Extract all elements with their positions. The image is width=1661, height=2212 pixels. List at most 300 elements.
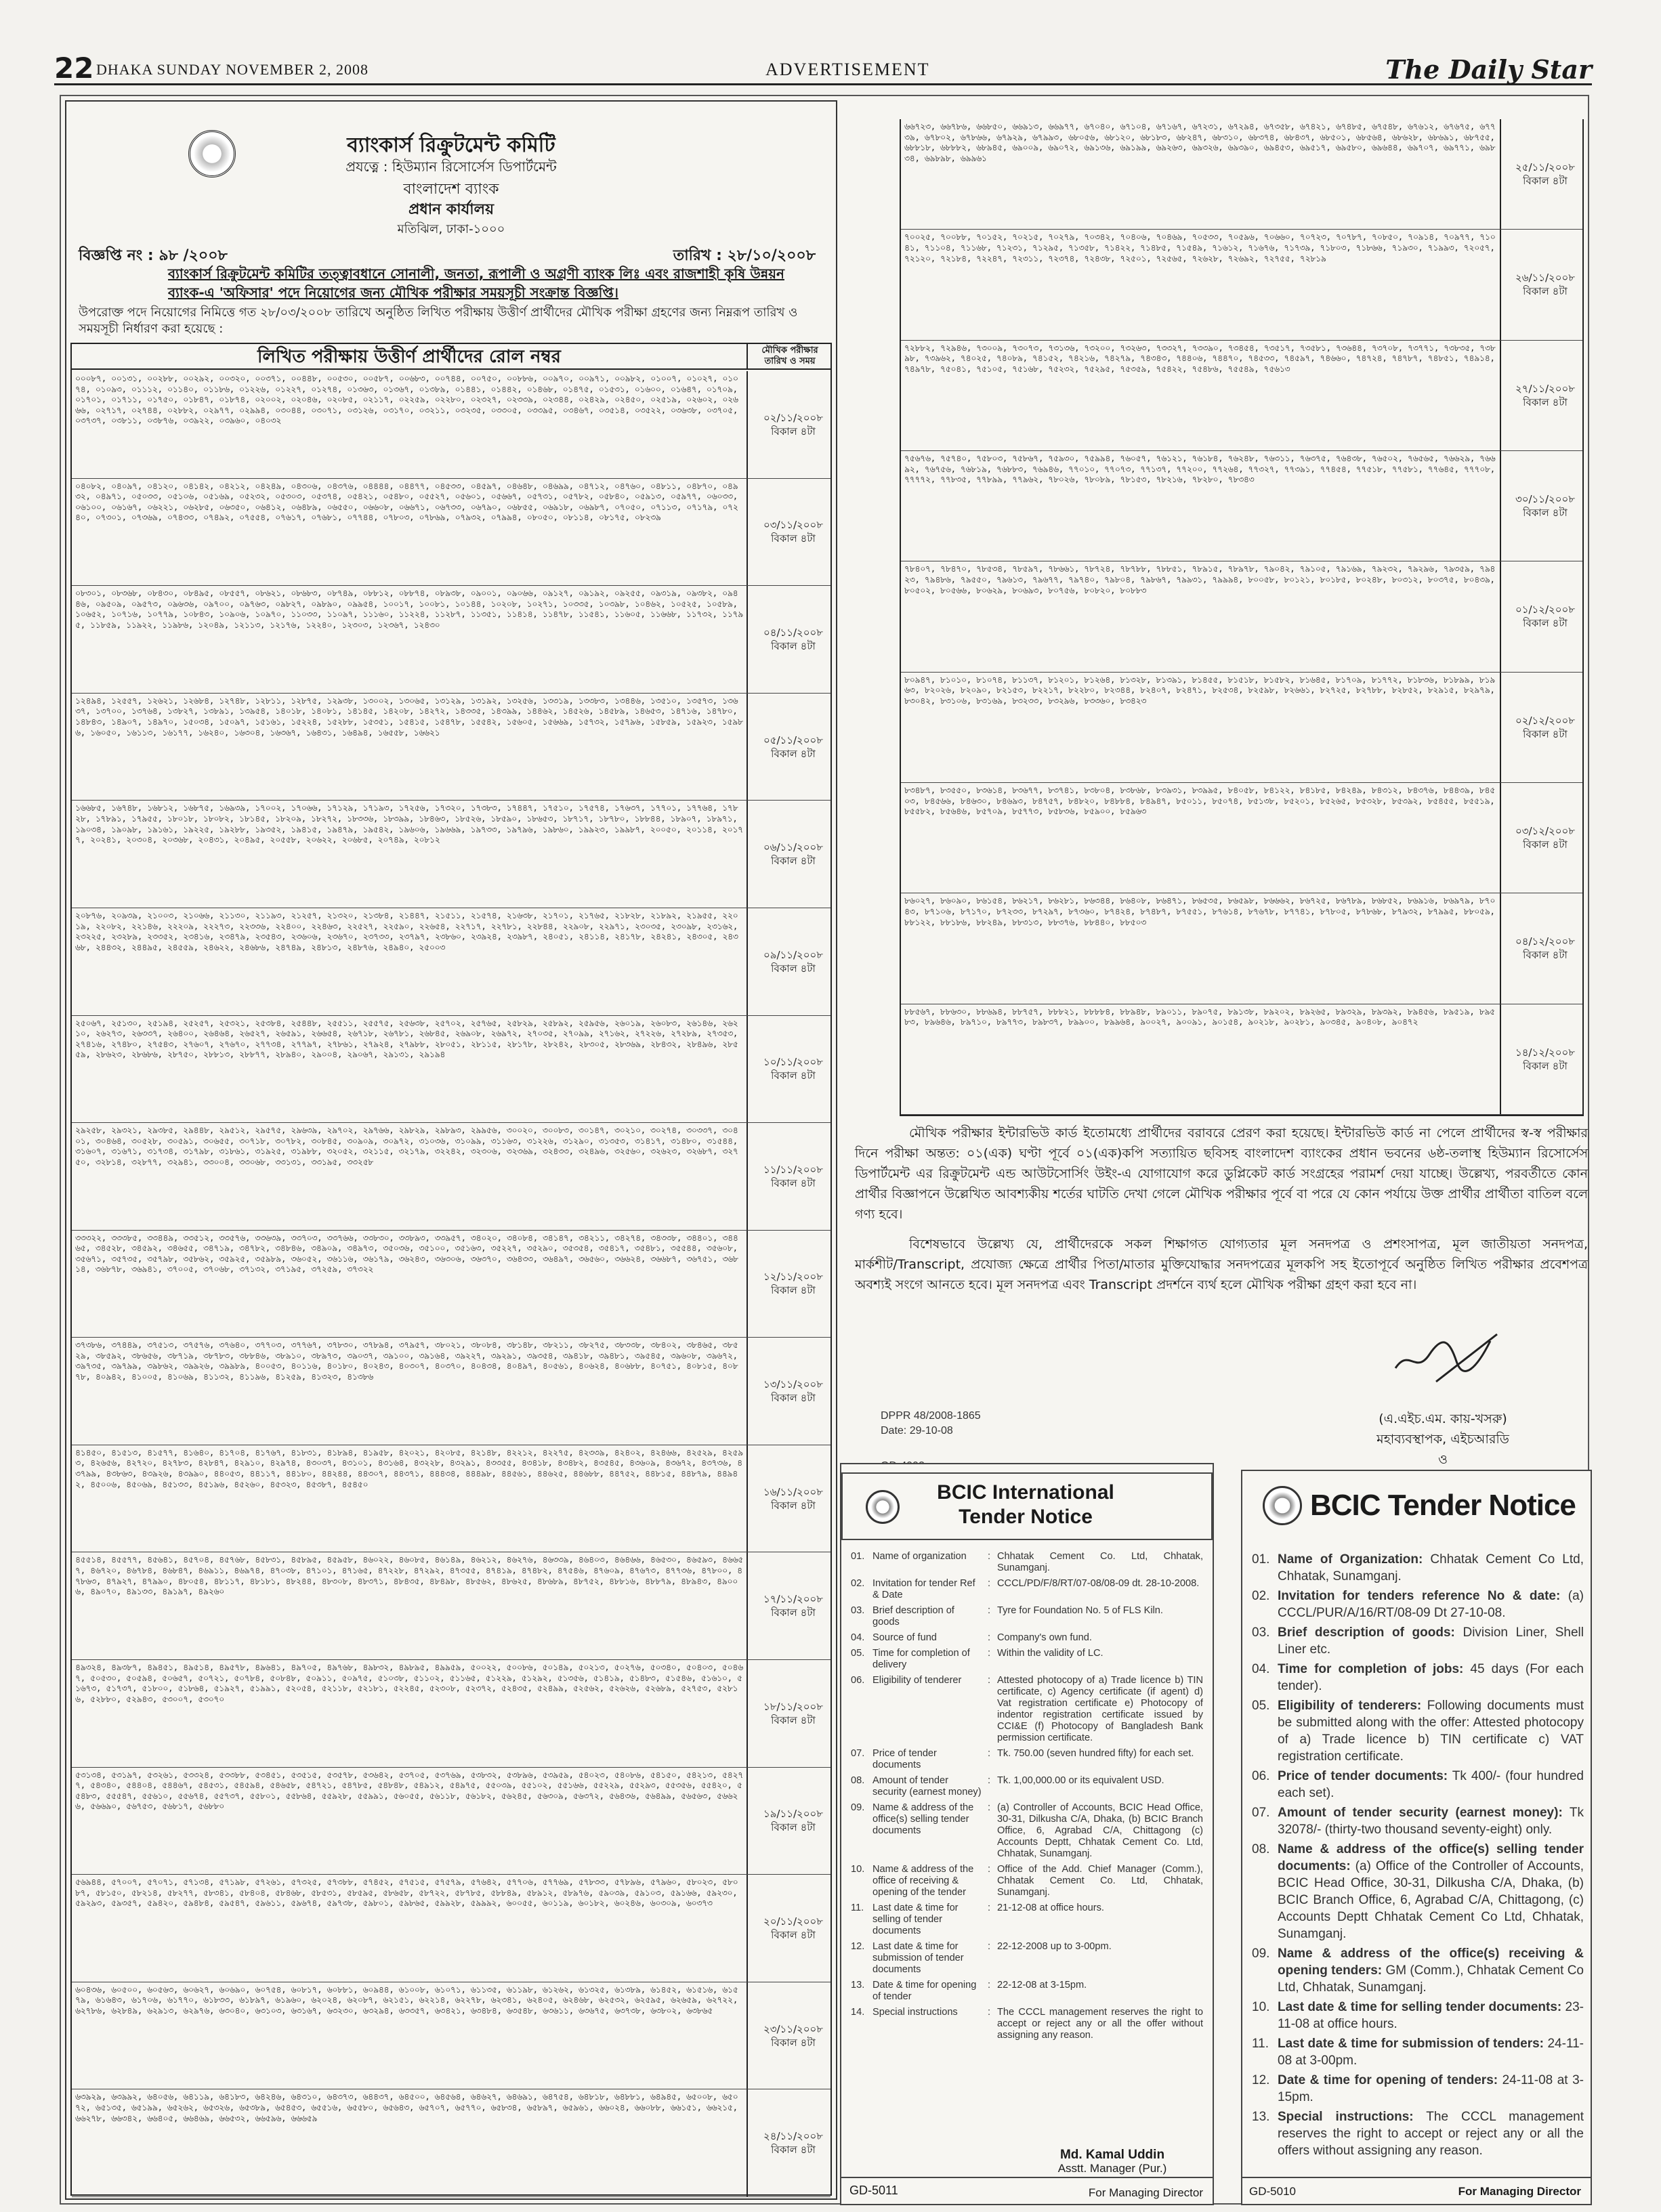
table-row <box>901 673 1582 783</box>
interview-schedule <box>1508 271 1582 298</box>
table-row <box>72 1016 830 1124</box>
table-row <box>72 1338 830 1445</box>
tender2-items <box>1252 1551 1584 2162</box>
table-row <box>72 586 830 694</box>
signature-icon <box>1389 1321 1511 1388</box>
tender-item-text <box>1278 1697 1584 1765</box>
tender-item <box>851 1980 1203 2003</box>
tender-item-value: 23-11-08 at office hours. <box>1278 2000 1584 2031</box>
page-number: 22 <box>54 51 94 85</box>
tender-item-no: 10. <box>1252 2000 1270 2014</box>
notice-intro: উপরোক্ত পদে নিয়োগের নিমিত্তে গত ২৮/০৩/২০০৮ তারিখে অনুষ্ঠিত লিখিত পরীক্ষায় উত্তীর্ণ প্রার্থীদের মৌখিক পরীক্ষা গ্রহণের জন্য নিম্নরূপ তারিখ ও সময়সূচী নির্ধারণ করা হয়েছে : <box>79 305 798 336</box>
tender-item-no: 03. <box>1252 1625 1270 1640</box>
tender-item-separator: : <box>988 1864 991 1875</box>
bank-name: বাংলাদেশ ব্যাংক <box>403 181 499 198</box>
tender-item-no: 05. <box>851 1648 865 1659</box>
interview-time: বিকাল ৪টা <box>771 425 816 438</box>
interview-date: ১৭/১১/২০০৮ <box>763 1593 824 1606</box>
tender-item-value: CCCL/PD/F/8/RT/07-08/08-09 dt. 28-10-2008. <box>997 1578 1200 1589</box>
bcic-international-tender <box>840 1463 1214 2205</box>
tender-item <box>1252 2072 1584 2106</box>
tender-item-value: Attested photocopy of a) Trade licence b) TIN certificate, c) Agency certificate (if agent) d) Vat registration certificate e) Photocopy of indentor registration certificate issued by CCI&E (f) Photocopy of Bangladesh Bank permission certificate. <box>997 1675 1203 1743</box>
interview-time: বিকাল ৪টা <box>771 1069 816 1082</box>
tender-item-label: Last date & time for submission of tender documents <box>872 1941 964 1975</box>
roll-numbers: ৪৫৫১৪, ৪৫৫৭৭, ৪৫৬৪১, ৪৫৭০৪, ৪৫৭৬৮, ৪৫৮৩১, ৪৫৮৯৫, ৪৫৯৫৮, ৪৬০২২, ৪৬০৮৫, ৪৬১৪৯, ৪৬২১২, ৪৬২৭৬, ৪৬৩৩৯, ৪৬৪০৩, ৪৬৪৬৬, ৪৬৫৩০, ৪৬৫৯৩, ৪৬৬৫৭, ৪৬৭২০, ৪৬৭৮৪, ৪৬৮৪৭, ৪৬৯১১, ৪৬৯৭৪, ৪৭০৩৮, ৪৭১০১, ৪৭১৬৫, ৪৭২২৮, ৪৭২৯২, ৪৭৩৫৫, ৪৭৪১৯, ৪৭৪৮২, ৪৭৫৪৬, ৪৭৬০৯, ৪৭৬৭৩, ৪৭৭৩৬, ৪৭৮০০, ৪৭৮৬৩, ৪৭৯২৭, ৪৭৯৯০, ৪৮০৫৪, ৪৮১১৭, ৪৮১৮১, ৪৮২৪৪, ৪৮৩০৮, ৪৮৩৭১, ৪৮৪৩৫, ৪৮৪৯৮, ৪৮৫৬২, ৪৮৬২৫, ৪৮৬৮৯, ৪৮৭৫২, ৪৮৮১৬, ৪৮৮৭৯, ৪৮৯৪৩, ৪৯০০৬, ৪৯০৭০, ৪৯১৩৩, ৪৯১৯৭, ৪৯২৬০ <box>72 1552 748 1659</box>
tender-item-label: Price of tender documents <box>872 1748 937 1770</box>
table-row <box>72 801 830 908</box>
interview-schedule <box>756 841 830 868</box>
tender-item-value: Within the validity of LC. <box>997 1648 1103 1659</box>
tender-item-value: The CCCL management reserves the right to accept or reject any or all the offer without assigning any reason. <box>997 2007 1203 2041</box>
roll-numbers: ৮৬০২৭, ৮৬০৯০, ৮৬১৫৪, ৮৬২১৭, ৮৬২৮১, ৮৬৩৪৪, ৮৬৪০৮, ৮৬৪৭১, ৮৬৫৩৫, ৮৬৫৯৮, ৮৬৬৬২, ৮৬৭২৫, ৮৬৭৮৯, ৮৬৮৫২, ৮৬৯১৬, ৮৬৯৭৯, ৮৭০৪৩, ৮৭১০৬, ৮৭১৭০, ৮৭২৩৩, ৮৭২৯৭, ৮৭৩৬০, ৮৭৪২৪, ৮৭৪৮৭, ৮৭৫৫১, ৮৭৬১৪, ৮৭৬৭৮, ৮৭৭৪১, ৮৭৮০৫, ৮৭৮৬৮, ৮৭৯৩২, ৮৭৯৯৫, ৮৮০৫৯, ৮৮১২২, ৮৮১৮৬, ৮৮২৪৯, ৮৮৩১৩, ৮৮৩৭৬, ৮৮৪৪০, ৮৮৫০৩ <box>901 893 1501 1003</box>
roll-numbers: ২৯২৫৮, ২৯৩২১, ২৯৩৮৫, ২৯৪৪৮, ২৯৫১২, ২৯৫৭৫, ২৯৬৩৯, ২৯৭০২, ২৯৭৬৬, ২৯৮২৯, ২৯৮৯৩, ২৯৯৫৬, ৩০০২০, ৩০০৮৩, ৩০১৪৭, ৩০২১০, ৩০২৭৪, ৩০৩৩৭, ৩০৪০১, ৩০৪৬৪, ৩০৫২৮, ৩০৫৯১, ৩০৬৫৫, ৩০৭১৮, ৩০৭৮২, ৩০৮৪৫, ৩০৯০৯, ৩০৯৭২, ৩১০৩৬, ৩১০৯৯, ৩১১৬৩, ৩১২২৬, ৩১২৯০, ৩১৩৫৩, ৩১৪১৭, ৩১৪৮০, ৩১৫৪৪, ৩১৬০৭, ৩১৬৭১, ৩১৭৩৪, ৩১৭৯৮, ৩১৮৬১, ৩১৯২৫, ৩১৯৮৮, ৩২০৫২, ৩২১১৫, ৩২১৭৯, ৩২২৪২, ৩২৩০৬, ৩২৩৬৯, ৩২৪৩৩, ৩২৪৯৬, ৩২৫৬০, ৩২৬২৩, ৩২৬৮৭, ৩২৭৫০, ৩২৮১৪, ৩২৮৭৭, ৩২৯৪১, ৩৩০০৪, ৩৩০৬৮, ৩৩১৩১, ৩৩১৯৫, ৩৩২৫৮ <box>72 1123 748 1230</box>
roll-numbers: ৭২৮৮২, ৭২৯৪৬, ৭৩০০৯, ৭৩০৭৩, ৭৩১৩৬, ৭৩২০০, ৭৩২৬৩, ৭৩৩২৭, ৭৩৩৯০, ৭৩৪৫৪, ৭৩৫১৭, ৭৩৫৮১, ৭৩৬৪৪, ৭৩৭০৮, ৭৩৭৭১, ৭৩৮৩৫, ৭৩৮৯৮, ৭৩৯৬২, ৭৪০২৫, ৭৪০৮৯, ৭৪১৫২, ৭৪২১৬, ৭৪২৭৯, ৭৪৩৪৩, ৭৪৪০৬, ৭৪৪৭০, ৭৪৫৩৩, ৭৪৫৯৭, ৭৪৬৬০, ৭৪৭২৪, ৭৪৭৮৭, ৭৪৮৫১, ৭৪৯১৪, ৭৪৯৭৮, ৭৫০৪১, ৭৫১০৫, ৭৫১৬৮, ৭৫২৩২, ৭৫২৯৫, ৭৫৩৫৯, ৭৫৪২২, ৭৫৪৮৬, ৭৫৫৪৯, ৭৫৬১৩ <box>901 341 1501 450</box>
tender-item-no: 13. <box>851 1980 865 1991</box>
tender-item-no: 08. <box>1252 1842 1270 1856</box>
tender-item-value: 24-11-08 at 3-15pm. <box>1278 2073 1584 2104</box>
tender1-items <box>851 1551 1203 2045</box>
memo-number: বিজ্ঞপ্তি নং : ৯৮ /২০০৮ <box>79 247 228 264</box>
tender-item <box>851 1551 1203 1574</box>
tender-item-text <box>1278 1588 1584 1621</box>
roll-numbers: ০৪০৮২, ০৪০৯৭, ০৪১২০, ০৪১৪২, ০৪২১২, ০৪২৪৯, ০৪৩০৬, ০৪৩৭৬, ০৪৪৪৪, ০৪৪৭৭, ০৪৫৩৩, ০৪৫৯৭, ০৪৬৪৮, ০৪৬৯৯, ০৪৭১২, ০৪৭৬০, ০৪৮১১, ০৪৮৭০, ০৪৯৩২, ০৪৯৭১, ০৫০৩৩, ০৫১০৬, ০৫১৬৯, ০৫২৩২, ০৫৩০৩, ০৫৩৭৪, ০৫৪২১, ০৫৪৮০, ০৫৫২৭, ০৫৬০১, ০৫৬৬৭, ০৫৭৩১, ০৫৭৮২, ০৫৮৪০, ০৫৯১৩, ০৫৯৭৭, ০৬০৩৩, ০৬১০০, ০৬১৬৭, ০৬২২১, ০৬২৮৫, ০৬৩৫০, ০৬৪১২, ০৬৪৮৯, ০৬৫৫০, ০৬৬০৮, ০৬৬৭১, ০৬৭৩৩, ০৬৭৯০, ০৬৮৫৫, ০৬৯১৮, ০৬৯৮৭, ০৭০৫০, ০৭১১৩, ০৭১৭৯, ০৭২৪০, ০৭৩০১, ০৭৩৬৯, ০৭৪৩৩, ০৭৪৯২, ০৭৫৫৪, ০৭৬১৭, ০৭৬৮১, ০৭৭৪৪, ০৭৮০৩, ০৭৮৬৯, ০৭৯৩২, ০৭৯৯৪, ০৮০৫০, ০৮১১৪, ০৮১৭৫, ০৮২৩৯ <box>72 479 748 586</box>
tender2-gd: GD-5010 <box>1249 2185 1296 2198</box>
roll-numbers: ৭৮৪০৭, ৭৮৪৭০, ৭৮৫৩৪, ৭৮৫৯৭, ৭৮৬৬১, ৭৮৭২৪, ৭৮৭৮৮, ৭৮৮৫১, ৭৮৯১৫, ৭৮৯৭৮, ৭৯০৪২, ৭৯১০৫, ৭৯১৬৯, ৭৯২৩২, ৭৯২৯৬, ৭৯৩৫৯, ৭৯৪২৩, ৭৯৪৮৬, ৭৯৫৫০, ৭৯৬১৩, ৭৯৬৭৭, ৭৯৭৪০, ৭৯৮০৪, ৭৯৮৬৭, ৭৯৯৩১, ৭৯৯৯৪, ৮০০৫৮, ৮০১২১, ৮০১৮৫, ৮০২৪৮, ৮০৩১২, ৮০৩৭৫, ৮০৪৩৯, ৮০৫০২, ৮০৫৬৬, ৮০৬২৯, ৮০৬৯৩, ৮০৭৫৬, ৮০৮২০, ৮০৮৮৩ <box>901 561 1501 671</box>
table-row <box>901 341 1582 451</box>
tender-item-no: 12. <box>851 1941 865 1952</box>
tender-item-separator: : <box>988 1802 991 1813</box>
interview-schedule <box>1508 492 1582 519</box>
interview-time: বিকাল ৪টা <box>771 1607 816 1619</box>
tender-item-label: Name of organization <box>872 1551 967 1562</box>
tender-item <box>1252 1945 1584 1996</box>
interview-schedule <box>756 948 830 975</box>
interview-time: বিকাল ৪টা <box>1523 396 1568 408</box>
tender-item-value: Chhatak Cement Co. Ltd, Chhatak, Sunamganj. <box>997 1551 1203 1573</box>
roll-numbers: ৩৭৩৮৬, ৩৭৪৪৯, ৩৭৫১৩, ৩৭৫৭৬, ৩৭৬৪০, ৩৭৭০৩, ৩৭৭৬৭, ৩৭৮৩০, ৩৭৮৯৪, ৩৭৯৫৭, ৩৮০২১, ৩৮০৮৪, ৩৮১৪৮, ৩৮২১১, ৩৮২৭৫, ৩৮৩৩৮, ৩৮৪০২, ৩৮৪৬৫, ৩৮৫২৯, ৩৮৫৯২, ৩৮৬৫৬, ৩৮৭১৯, ৩৮৭৮৩, ৩৮৮৪৬, ৩৮৯১০, ৩৮৯৭৩, ৩৯০৩৭, ৩৯১০০, ৩৯১৬৪, ৩৯২২৭, ৩৯২৯১, ৩৯৩৫৪, ৩৯৪১৮, ৩৯৪৮১, ৩৯৫৪৫, ৩৯৬০৮, ৩৯৬৭২, ৩৯৭৩৫, ৩৯৭৯৯, ৩৯৮৬২, ৩৯৯২৬, ৩৯৯৮৯, ৪০০৫৩, ৪০১১৬, ৪০১৮০, ৪০২৪৩, ৪০৩০৭, ৪০৩৭০, ৪০৪৩৪, ৪০৪৯৭, ৪০৫৬১, ৪০৬২৪, ৪০৬৮৮, ৪০৭৫১, ৪০৮১৫, ৪০৮৭৮, ৪০৯৪২, ৪১০০৫, ৪১০৬৯, ৪১১৩২, ৪১১৯৬, ৪১২৫৯, ৪১৩২৩, ৪১৩৮৬ <box>72 1338 748 1445</box>
table-row <box>72 1445 830 1553</box>
tender-item-text <box>1278 1804 1584 1838</box>
interview-time: বিকাল ৪টা <box>771 2036 816 2049</box>
tender-item-label: Invitation for tender Ref & Date <box>872 1578 975 1600</box>
interview-time: বিকাল ৪টা <box>771 2144 816 2156</box>
roll-numbers: ১৬৬৮৫, ১৬৭৪৮, ১৬৮১২, ১৬৮৭৫, ১৬৯৩৯, ১৭০০২, ১৭০৬৬, ১৭১২৯, ১৭১৯৩, ১৭২৫৬, ১৭৩২০, ১৭৩৮৩, ১৭৪৪৭, ১৭৫১০, ১৭৫৭৪, ১৭৬৩৭, ১৭৭০১, ১৭৭৬৪, ১৭৮২৮, ১৭৮৯১, ১৭৯৫৫, ১৮০১৮, ১৮০৮২, ১৮১৪৫, ১৮২০৯, ১৮২৭২, ১৮৩৩৬, ১৮৩৯৯, ১৮৪৬৩, ১৮৫২৬, ১৮৫৯০, ১৮৬৫৩, ১৮৭১৭, ১৮৭৮০, ১৮৮৪৪, ১৮৯০৭, ১৮৯৭১, ১৯০৩৪, ১৯০৯৮, ১৯১৬১, ১৯২২৫, ১৯২৮৮, ১৯৩৫২, ১৯৪১৫, ১৯৪৭৯, ১৯৫৪২, ১৯৬০৬, ১৯৬৬৯, ১৯৭৩৩, ১৯৭৯৬, ১৯৮৬০, ১৯৯২৩, ১৯৯৮৭, ২০০৫০, ২০১১৪, ২০১৭৭, ২০২৪১, ২০৩০৪, ২০৩৬৮, ২০৪৩১, ২০৪৯৫, ২০৫৫৮, ২০৬২২, ২০৬৮৫, ২০৭৪৯, ২০৮১২ <box>72 801 748 908</box>
tender-item-no: 14. <box>851 2007 865 2018</box>
interview-date: ২৭/১১/২০০৮ <box>1515 382 1576 395</box>
tender-item-value: 22-12-2008 up to 3-00pm. <box>997 1941 1112 1952</box>
interview-schedule <box>756 1270 830 1297</box>
interview-date: ১৩/১১/২০০৮ <box>763 1378 824 1391</box>
tender-item <box>1252 2035 1584 2069</box>
tender-item-value: Chhatak Cement Co Ltd, Chhatak, Sunamganj. <box>1278 1552 1584 1583</box>
table-row <box>72 1231 830 1338</box>
tender-item-text <box>1278 2035 1584 2069</box>
tender-item <box>1252 1841 1584 1942</box>
tender-item-no: 09. <box>1252 1947 1270 1961</box>
tender-item-separator: : <box>988 1941 991 1952</box>
tender-item-no: 07. <box>1252 1806 1270 1820</box>
interview-date: ০২/১১/২০০৮ <box>763 411 824 424</box>
tender-item <box>1252 1768 1584 1802</box>
roll-numbers: ০০০৮৭, ০০১৩১, ০০২৮৮, ০০২৯২, ০০৩২০, ০০৩৭১, ০০৪৪৮, ০০৫৩০, ০০৫৮৭, ০০৬৮৩, ০০৭৪৪, ০০৭৫০, ০০৮৮৬, ০০৯৭০, ০০৯৭১, ০০৯৮২, ০১০০৭, ০১০২৭, ০১০৭৪, ০১০৯৩, ০১১১২, ০১১৪০, ০১১৮৬, ০১২২৬, ০১২২৭, ০১২৭৪, ০১৩৬৩, ০১৩৬৭, ০১৩৮৯, ০১৪৪১, ০১৪৪২, ০১৪৬৮, ০১৪৭৫, ০১৫৩১, ০১৬০০, ০১৬৪৭, ০১৭০৯, ০১৭০১, ০১৭১১, ০১৭৫০, ০১৮৪৭, ০১৮৭৪, ০২০০২, ০২০৪৬, ০২০৮৫, ০২১১৭, ০২২৫৯, ০২২৮০, ০২৩২৭, ০২৩৩৯, ০২৩৪৪, ০২৪২৯, ০২৪৫০, ০২৫১৯, ০২৬০২, ০২৬৬৬, ০২৭১৭, ০২৭৪৪, ০২৮৮২, ০২৯৭৭, ০২৯৯৪, ০৩০৪৪, ০৩০৭১, ০৩১২৬, ০৩১৭০, ০৩২১১, ০৩২৩৫, ০৩৩০৫, ০৩৩৯৫, ০৩৪৬৭, ০৩৫১৪, ০৩৫২২, ০৩৬৩৮, ০৩৭০৫, ০৩৭৩৭, ০৩৮১১, ০৩৮৭৬, ০৩৯২২, ০৩৯৬০, ০৪০৩২ <box>72 371 748 478</box>
bcic-tender-notice <box>1241 1470 1592 2205</box>
tender-item-value: Tk. 1,00,000.00 or its equivalent USD. <box>997 1775 1164 1786</box>
tender-item-no: 03. <box>851 1605 865 1616</box>
roll-numbers: ৬৩৯২৯, ৬৩৯৯২, ৬৪০৫৬, ৬৪১১৯, ৬৪১৮৩, ৬৪২৪৬, ৬৪৩১০, ৬৪৩৭৩, ৬৪৪৩৭, ৬৪৫০০, ৬৪৫৬৪, ৬৪৬২৭, ৬৪৬৯১, ৬৪৭৫৪, ৬৪৮১৮, ৬৪৮৮১, ৬৪৯৪৫, ৬৫০০৮, ৬৫০৭২, ৬৫১৩৫, ৬৫১৯৯, ৬৫২৬২, ৬৫৩২৬, ৬৫৩৮৯, ৬৫৪৫৩, ৬৫৫১৬, ৬৫৫৮০, ৬৫৬৪৩, ৬৫৭০৭, ৬৫৭৭০, ৬৫৮৩৪, ৬৫৮৯৭, ৬৫৯৬১, ৬৬০২৪, ৬৬০৮৮, ৬৬১৫১, ৬৬২১৫, ৬৬২৭৮, ৬৬৩৪২, ৬৬৪০৫, ৬৬৪৬৯, ৬৬৫৩২, ৬৬৫৯৬, ৬৬৬৫৯ <box>72 2089 748 2196</box>
tender-item-no: 04. <box>851 1632 865 1643</box>
interview-schedule <box>756 1807 830 1834</box>
tender-item-no: 02. <box>851 1578 865 1589</box>
notice-subject: ব্যাংকার্স রিক্রুটমেন্ট কমিটির তত্ত্বাবধানে সোনালী, জনতা, রূপালী ও অগ্রণী ব্যাংক লিঃ এবং রাজশাহী কৃষি উন্নয়ন ব্যাংক-এ 'অফিসার' পদে নিয়োগের জন্য মৌখিক পরীক্ষার সময়সূচী সংক্রান্ত বিজ্ঞপ্তি। <box>168 265 784 301</box>
tender2-footer <box>1242 2177 1591 2204</box>
interview-date: ০৬/১১/২০০৮ <box>763 841 824 854</box>
roll-numbers: ৮৩৪৮৭, ৮৩৫৫০, ৮৩৬১৪, ৮৩৬৭৭, ৮৩৭৪১, ৮৩৮০৪, ৮৩৮৬৮, ৮৩৯৩১, ৮৩৯৯৫, ৮৪০৫৮, ৮৪১২২, ৮৪১৮৫, ৮৪২৪৯, ৮৪৩১২, ৮৪৩৭৬, ৮৪৪৩৯, ৮৪৫০৩, ৮৪৫৬৬, ৮৪৬৩০, ৮৪৬৯৩, ৮৪৭৫৭, ৮৪৮২০, ৮৪৮৮৪, ৮৪৯৪৭, ৮৫০১১, ৮৫০৭৪, ৮৫১৩৮, ৮৫২০১, ৮৫২৬৫, ৮৫৩২৮, ৮৫৩৯২, ৮৫৪৫৫, ৮৫৫১৯, ৮৫৫৮২, ৮৫৬৪৬, ৮৫৭০৯, ৮৫৭৭৩, ৮৫৮৩৬, ৮৫৯০০, ৮৫৯৬৩ <box>901 783 1501 893</box>
tender-item-no: 07. <box>851 1748 865 1759</box>
interview-date: ১০/১১/২০০৮ <box>763 1056 824 1069</box>
head-office: প্রধান কার্যালয় <box>408 201 495 218</box>
tender-item-label: Eligibility of tenderer <box>872 1675 962 1686</box>
tender-item-heading: Invitation for tenders reference No & date: <box>1278 1589 1561 1603</box>
tender2-title: BCIC Tender Notice <box>1310 1489 1576 1522</box>
table-row <box>72 1660 830 1768</box>
table-row <box>72 1768 830 1875</box>
recruitment-notice <box>65 100 837 2200</box>
interview-schedule <box>756 1915 830 1942</box>
tender-item-label: Date & time for opening of tender <box>872 1980 977 2002</box>
tender-item-value: Tyre for Foundation No. 5 of FLS Kiln. <box>997 1605 1163 1616</box>
tender-item <box>851 1748 1203 1771</box>
table-row <box>901 783 1582 893</box>
signatory-name: (এ.এইচ.এম. কায়-খসরু) <box>1379 1411 1507 1426</box>
table-row <box>72 1875 830 1982</box>
interview-schedule <box>1508 714 1582 741</box>
tender-item-heading: Price of tender documents: <box>1278 1769 1448 1783</box>
tender-item <box>851 1648 1203 1671</box>
issue-date: DHAKA SUNDAY NOVEMBER 2, 2008 <box>96 61 369 78</box>
tender-item-heading: Name of Organization: <box>1278 1552 1423 1567</box>
date-column-header: মৌখিক পরীক্ষার তারিখ ও সময় <box>761 345 818 366</box>
interview-time: বিকাল ৪টা <box>771 962 816 975</box>
tender-item-label: Brief description of goods <box>872 1605 954 1628</box>
roll-numbers: ২৫০৬৭, ২৫১৩০, ২৫১৯৪, ২৫২৫৭, ২৫৩২১, ২৫৩৮৪, ২৫৪৪৮, ২৫৫১১, ২৫৫৭৫, ২৫৬৩৮, ২৫৭০২, ২৫৭৬৫, ২৫৮২৯, ২৫৮৯২, ২৫৯৫৬, ২৬০১৯, ২৬০৮৩, ২৬১৪৬, ২৬২১০, ২৬২৭৩, ২৬৩৩৭, ২৬৪০০, ২৬৪৬৪, ২৬৫২৭, ২৬৫৯১, ২৬৬৫৪, ২৬৭১৮, ২৬৭৮১, ২৬৮৪৫, ২৬৯০৮, ২৬৯৭২, ২৭০৩৫, ২৭০৯৯, ২৭১৬২, ২৭২২৬, ২৭২৮৯, ২৭৩৫৩, ২৭৪১৬, ২৭৪৮০, ২৭৫৪৩, ২৭৬০৭, ২৭৬৭০, ২৭৭৩৪, ২৭৭৯৭, ২৭৮৬১, ২৭৯২৪, ২৭৯৮৮, ২৮০৫১, ২৮১১৫, ২৮১৭৮, ২৮২৪২, ২৮৩০৫, ২৮৩৬৯, ২৮৪৩২, ২৮৪৯৬, ২৮৫৫৯, ২৮৬২৩, ২৮৬৮৬, ২৮৭৫০, ২৮৮১৩, ২৮৮৭৭, ২৮৯৪০, ২৯০০৪, ২৯০৬৭, ২৯১৩১, ২৯১৯৪ <box>72 1016 748 1123</box>
roll-numbers: ৮৮৫৬৭, ৮৮৬৩০, ৮৮৬৯৪, ৮৮৭৫৭, ৮৮৮২১, ৮৮৮৮৪, ৮৮৯৪৮, ৮৯০১১, ৮৯০৭৫, ৮৯১৩৮, ৮৯২০২, ৮৯২৬৫, ৮৯৩২৯, ৮৯৩৯২, ৮৯৪৫৬, ৮৯৫১৯, ৮৯৫৮৩, ৮৯৬৪৬, ৮৯৭১০, ৮৯৭৭৩, ৮৯৮৩৭, ৮৯৯০০, ৮৯৯৬৪, ৯০০২৭, ৯০০৯১, ৯০১৫৪, ৯০২১৮, ৯০২৮১, ৯০৩৪৫, ৯০৪০৮, ৯০৪৭২ <box>901 1004 1501 1114</box>
table-row <box>901 561 1582 672</box>
tender1-signature <box>1024 2148 1200 2175</box>
interview-time: বিকাল ৪টা <box>771 855 816 868</box>
tender-item-separator: : <box>988 1980 991 1991</box>
tender-item-text <box>1278 1945 1584 1996</box>
tender-item-no: 02. <box>1252 1589 1270 1603</box>
tender1-title-line2: Tender Notice <box>959 1506 1093 1528</box>
interview-schedule <box>1508 824 1582 851</box>
table-row <box>72 371 830 479</box>
table-row <box>72 1552 830 1660</box>
interview-time: বিকাল ৪টা <box>1523 285 1568 298</box>
tender1-header <box>841 1472 1213 1540</box>
interview-date: ০১/১২/২০০৮ <box>1515 603 1576 616</box>
interview-time: বিকাল ৪টা <box>771 1714 816 1726</box>
tender-item-no: 13. <box>1252 2110 1270 2124</box>
interview-time: বিকাল ৪টা <box>1523 1059 1568 1072</box>
interview-schedule <box>1508 161 1582 188</box>
interview-time: বিকাল ৪টা <box>1523 838 1568 851</box>
committee-care-of: প্রযত্নে : হিউম্যান রিসোর্সেস ডিপার্টমেন্ট <box>345 158 557 175</box>
interview-time: বিকাল ৪টা <box>771 1284 816 1297</box>
interview-date: ০২/১২/২০০৮ <box>1515 714 1576 727</box>
tender-item <box>851 1632 1203 1644</box>
newspaper-logo: The Daily Star <box>1385 54 1592 85</box>
interview-time: বিকাল ৪টা <box>771 1499 816 1512</box>
tender-item-value: 21-12-08 at office hours. <box>997 1902 1104 1913</box>
tender-item <box>851 1802 1203 1860</box>
interview-date: ২৩/১১/২০০৮ <box>763 2022 824 2035</box>
tender-item-value: Tk. 750.00 (seven hundred fifty) for each set. <box>997 1748 1194 1759</box>
dppr-reference <box>881 1409 981 1439</box>
interview-date: ০৪/১১/২০০৮ <box>763 626 824 639</box>
table-row <box>901 451 1582 561</box>
tender1-footer <box>841 2177 1213 2204</box>
interview-date: ২৫/১১/২০০৮ <box>1515 161 1576 174</box>
tender-item-heading: Brief description of goods: <box>1278 1625 1455 1640</box>
interview-time: বিকাল ৪টা <box>771 1176 816 1189</box>
tender-item <box>851 1902 1203 1937</box>
bcic-logo-icon <box>866 1490 900 1524</box>
tender-item <box>851 1675 1203 1744</box>
roll-numbers: ৫৩১৩৪, ৫৩১৯৭, ৫৩২৬১, ৫৩৩২৪, ৫৩৩৮৮, ৫৩৪৫১, ৫৩৫১৫, ৫৩৫৭৮, ৫৩৬৪২, ৫৩৭০৫, ৫৩৭৬৯, ৫৩৮৩২, ৫৩৮৯৬, ৫৩৯৫৯, ৫৪০২৩, ৫৪০৮৬, ৫৪১৫০, ৫৪২১৩, ৫৪২৭৭, ৫৪৩৪০, ৫৪৪০৪, ৫৪৪৬৭, ৫৪৫৩১, ৫৪৫৯৪, ৫৪৬৫৮, ৫৪৭২১, ৫৪৭৮৫, ৫৪৮৪৮, ৫৪৯১২, ৫৪৯৭৫, ৫৫০৩৯, ৫৫১০২, ৫৫১৬৬, ৫৫২২৯, ৫৫২৯৩, ৫৫৩৫৬, ৫৫৪২০, ৫৫৪৮৩, ৫৫৫৪৭, ৫৫৬১০, ৫৫৬৭৪, ৫৫৭৩৭, ৫৫৮০১, ৫৫৮৬৪, ৫৫৯২৮, ৫৫৯৯১, ৫৬০৫৫, ৫৬১১৮, ৫৬১৮২, ৫৬২৪৫, ৫৬৩০৯, ৫৬৩৭২, ৫৬৪৩৬, ৫৬৪৯৯, ৫৬৫৬৩, ৫৬৬২৬, ৫৬৬৯০, ৫৬৭৫৩, ৫৬৮১৭, ৫৬৮৮০ <box>72 1768 748 1875</box>
tender-item-no: 11. <box>851 1902 864 1913</box>
tender-item-separator: : <box>988 1605 991 1616</box>
interview-time: বিকাল ৪টা <box>771 1821 816 1834</box>
tender-item <box>1252 2108 1584 2159</box>
interview-schedule <box>756 1485 830 1512</box>
tender-item-value: Office of the Add. Chief Manager (Comm.), Chhatak Cement Co. Ltd, Chhatak, Sunamganj. <box>997 1864 1203 1898</box>
tender-item <box>1252 1588 1584 1621</box>
tender-item-text <box>1278 2108 1584 2159</box>
tender-item-value: Tk 32078/- (thirty-two thousand seventy-eight) only. <box>1278 1806 1584 1837</box>
tender-item-heading: Last date & time for selling tender documents: <box>1278 2000 1562 2014</box>
interview-schedule <box>1508 382 1582 409</box>
tender-item-heading: Eligibility of tenderers: <box>1278 1699 1422 1713</box>
roll-column-header: লিখিত পরীক্ষায় উত্তীর্ণ প্রার্থীদের রোল নম্বর <box>72 344 748 370</box>
tender-item <box>1252 1697 1584 1765</box>
roll-numbers: ২০৮৭৬, ২০৯৩৯, ২১০০৩, ২১০৬৬, ২১১৩০, ২১১৯৩, ২১২৫৭, ২১৩২০, ২১৩৮৪, ২১৪৪৭, ২১৫১১, ২১৫৭৪, ২১৬৩৮, ২১৭০১, ২১৭৬৫, ২১৮২৮, ২১৮৯২, ২১৯৫৫, ২২০১৯, ২২০৮২, ২২১৪৬, ২২২০৯, ২২২৭৩, ২২৩৩৬, ২২৪০০, ২২৪৬৩, ২২৫২৭, ২২৫৯০, ২২৬৫৪, ২২৭১৭, ২২৭৮১, ২২৮৪৪, ২২৯০৮, ২২৯৭১, ২৩০৩৫, ২৩০৯৮, ২৩১৬২, ২৩২২৫, ২৩২৮৯, ২৩৩৫২, ২৩৪১৬, ২৩৪৭৯, ২৩৫৪৩, ২৩৬০৬, ২৩৬৭০, ২৩৭৩৩, ২৩৭৯৭, ২৩৮৬০, ২৩৯২৪, ২৩৯৮৭, ২৪০৫১, ২৪১১৪, ২৪১৭৮, ২৪২৪১, ২৪৩০৫, ২৪৩৬৮, ২৪৪৩২, ২৪৪৯৫, ২৪৫৫৯, ২৪৬২২, ২৪৬৮৬, ২৪৭৪৯, ২৪৮১৩, ২৪৮৭৬, ২৪৯৪০, ২৫০০৩ <box>72 908 748 1015</box>
tender-item <box>851 1864 1203 1898</box>
tender-item-value: Company's own fund. <box>997 1632 1092 1643</box>
signatory-and: ও <box>1438 1452 1448 1467</box>
tender-item-separator: : <box>988 1748 991 1759</box>
table-row <box>901 1004 1582 1115</box>
note-paragraph-2: বিশেষভাবে উল্লেখ্য যে, প্রার্থীদেরকে সকল শিক্ষাগত যোগ্যতার মূল সনদপত্র ও প্রশংসাপত্র, মূল জাতীয়তা সনদপত্র, মার্কশীট/Transcript, প্রযোজ্য ক্ষেত্রে প্রার্থীর পিতা/মাতার মুক্তিযোদ্ধার সনদপত্রের মূলকপি সহ ইতোপূর্বে অনুষ্ঠিত লিখিত পরীক্ষার প্রবেশপত্র অবশ্যই সংগে আনতে হবে। মূল সনদপত্র এবং Transcript প্রদর্শনে ব্যর্থ হলে মৌখিক পরীক্ষা গ্রহণ করা হবে না। <box>855 1237 1588 1292</box>
roll-numbers: ১২৪৯৪, ১২৫৫৭, ১২৬২১, ১২৬৮৪, ১২৭৪৮, ১২৮১১, ১২৮৭৫, ১২৯৩৮, ১৩০০২, ১৩০৬৫, ১৩১২৯, ১৩১৯২, ১৩২৫৬, ১৩৩১৯, ১৩৩৮৩, ১৩৪৪৬, ১৩৫১০, ১৩৫৭৩, ১৩৬৩৭, ১৩৭০০, ১৩৭৬৪, ১৩৮২৭, ১৩৮৯১, ১৩৯৫৪, ১৪০১৮, ১৪০৮১, ১৪১৪৫, ১৪২০৮, ১৪২৭২, ১৪৩৩৫, ১৪৩৯৯, ১৪৪৬২, ১৪৫২৬, ১৪৫৮৯, ১৪৬৫৩, ১৪৭১৬, ১৪৭৮০, ১৪৮৪৩, ১৪৯০৭, ১৪৯৭০, ১৫০৩৪, ১৫০৯৭, ১৫১৬১, ১৫২২৪, ১৫২৮৮, ১৫৩৫১, ১৫৪১৫, ১৫৪৭৮, ১৫৫৪২, ১৫৬০৫, ১৫৬৬৯, ১৫৭৩২, ১৫৭৯৬, ১৫৮৫৯, ১৫৯২৩, ১৫৯৮৬, ১৬০৫০, ১৬১১৩, ১৬১৭৭, ১৬২৪০, ১৬৩০৪, ১৬৩৬৭, ১৬৪৩১, ১৬৪৯৪, ১৬৫৫৮, ১৬৬২১ <box>72 694 748 801</box>
tender-item-no: 06. <box>1252 1769 1270 1783</box>
interview-date: ১৪/১২/২০০৮ <box>1515 1046 1576 1059</box>
tender-item-value: GM (Comm.), Chhatak Cement Co Ltd, Chhatak, Sunamganj. <box>1278 1963 1584 1995</box>
tender2-for-md: For Managing Director <box>1458 2185 1581 2198</box>
tender-item-no: 04. <box>1252 1662 1270 1676</box>
tender-item-separator: : <box>988 1551 991 1562</box>
table-row <box>901 119 1582 230</box>
tender-item-no: 01. <box>851 1551 865 1562</box>
tender-item-no: 09. <box>851 1802 865 1813</box>
tender-item-heading: Name & address of the office(s) receiving & opening tenders: <box>1278 1947 1584 1978</box>
tender1-signer: Md. Kamal Uddin <box>1059 2148 1165 2162</box>
tender-item-no: 06. <box>851 1675 865 1686</box>
tender-item-value: Division Liner, Shell Liner etc. <box>1278 1625 1584 1657</box>
interview-schedule <box>756 1700 830 1727</box>
tender-item-value: 45 days (For each tender). <box>1278 1662 1584 1693</box>
roll-numbers: ৩৩৩২২, ৩৩৩৮৫, ৩৩৪৪৯, ৩৩৫১২, ৩৩৫৭৬, ৩৩৬৩৯, ৩৩৭০৩, ৩৩৭৬৬, ৩৩৮৩০, ৩৩৮৯৩, ৩৩৯৫৭, ৩৪০২০, ৩৪০৮৪, ৩৪১৪৭, ৩৪২১১, ৩৪২৭৪, ৩৪৩৩৮, ৩৪৪০১, ৩৪৪৬৫, ৩৪৫২৮, ৩৪৫৯২, ৩৪৬৫৫, ৩৪৭১৯, ৩৪৭৮২, ৩৪৮৪৬, ৩৪৯০৯, ৩৪৯৭৩, ৩৫০৩৬, ৩৫১০০, ৩৫১৬৩, ৩৫২২৭, ৩৫২৯০, ৩৫৩৫৪, ৩৫৪১৭, ৩৫৪৮১, ৩৫৫৪৪, ৩৫৬০৮, ৩৫৬৭১, ৩৫৭৩৫, ৩৫৭৯৮, ৩৫৮৬২, ৩৫৯২৫, ৩৫৯৮৯, ৩৬০৫২, ৩৬১১৬, ৩৬১৭৯, ৩৬২৪৩, ৩৬৩০৬, ৩৬৩৭০, ৩৬৪৩৩, ৩৬৪৯৭, ৩৬৫৬০, ৩৬৬২৪, ৩৬৬৮৭, ৩৬৭৫১, ৩৬৮১৪, ৩৬৮৭৮, ৩৬৯৪১, ৩৭০০৫, ৩৭০৬৮, ৩৭১৩২, ৩৭১৯৫, ৩৭২৫৯, ৩৭৩২২ <box>72 1231 748 1338</box>
tender2-header <box>1242 1471 1591 1539</box>
roll-number-table <box>70 343 832 2196</box>
interview-schedule <box>756 411 830 438</box>
interview-time: বিকাল ৪টা <box>771 1929 816 1942</box>
interview-time: বিকাল ৪টা <box>771 532 816 545</box>
interview-schedule <box>756 1055 830 1082</box>
interview-schedule <box>756 2022 830 2049</box>
tender-item-heading: Amount of tender security (earnest money): <box>1278 1806 1563 1820</box>
tender-item-no: 11. <box>1252 2037 1269 2051</box>
roll-numbers: ৮০৯৪৭, ৮১০১০, ৮১০৭৪, ৮১১৩৭, ৮১২০১, ৮১২৬৪, ৮১৩২৮, ৮১৩৯১, ৮১৪৫৫, ৮১৫১৮, ৮১৫৮২, ৮১৬৪৫, ৮১৭০৯, ৮১৭৭২, ৮১৮৩৬, ৮১৮৯৯, ৮১৯৬৩, ৮২০২৬, ৮২০৯০, ৮২১৫৩, ৮২২১৭, ৮২২৮০, ৮২৩৪৪, ৮২৪০৭, ৮২৪৭১, ৮২৫৩৪, ৮২৫৯৮, ৮২৬৬১, ৮২৭২৫, ৮২৭৮৮, ৮২৮৫২, ৮২৯১৫, ৮২৯৭৯, ৮৩০৪২, ৮৩১০৬, ৮৩১৬৯, ৮৩২৩৩, ৮৩২৯৬, ৮৩৩৬০, ৮৩৪২৩ <box>901 673 1501 782</box>
tender-item-label: Name & address of the office(s) selling tender documents <box>872 1802 974 1836</box>
interview-time: বিকাল ৪টা <box>1523 175 1568 188</box>
tender-item-text <box>1278 1661 1584 1695</box>
tender-item-separator: : <box>988 1578 991 1589</box>
tender-item-text <box>1278 1551 1584 1585</box>
tender1-for-md: For Managing Director <box>1088 2186 1203 2199</box>
tender-item-label: Time for completion of delivery <box>872 1648 970 1670</box>
tender-item-text <box>1278 1768 1584 1802</box>
interview-schedule <box>756 518 830 545</box>
tender-item-separator: : <box>988 2007 991 2018</box>
tender-item-value: (a) Controller of Accounts, BCIC Head Office, 30-31, Dilkusha C/A, Dhaka, (b) BCIC Branch Office, 6, Agrabad C/A, Chittagong (c) Accounts Deptt, Chhatak Cement Co. Ltd, Chhatak, Sunamganj. <box>997 1802 1203 1859</box>
interview-date: ০৫/১১/২০০৮ <box>763 733 824 746</box>
tender-item-heading: Date & time for opening of tenders: <box>1278 2073 1498 2087</box>
dppr-date: Date: 29-10-08 <box>881 1425 953 1437</box>
table-row <box>901 893 1582 1004</box>
tender-item-label: Name & address of the office of receiving & opening of the tender <box>872 1864 974 1898</box>
tender-item-separator: : <box>988 1675 991 1686</box>
tender-item-value: 22-12-08 at 3-15pm. <box>997 1980 1087 1991</box>
section-label: ADVERTISEMENT <box>765 60 930 79</box>
tender-item-value: The CCCL management reserves the right to accept or reject any or all the offers without assigning any reason. <box>1278 2110 1584 2158</box>
roll-numbers: ৪৯৩২৪, ৪৯৩৮৭, ৪৯৪৫১, ৪৯৫১৪, ৪৯৫৭৮, ৪৯৬৪১, ৪৯৭০৫, ৪৯৭৬৮, ৪৯৮৩২, ৪৯৮৯৫, ৪৯৯৫৯, ৫০০২২, ৫০০৮৬, ৫০১৪৯, ৫০২১৩, ৫০২৭৬, ৫০৩৪০, ৫০৪০৩, ৫০৪৬৭, ৫০৫৩০, ৫০৫৯৪, ৫০৬৫৭, ৫০৭২১, ৫০৭৮৪, ৫০৮৪৮, ৫০৯১১, ৫০৯৭৫, ৫১০৩৮, ৫১১০২, ৫১১৬৫, ৫১২২৯, ৫১২৯২, ৫১৩৫৬, ৫১৪১৯, ৫১৪৮৩, ৫১৫৪৬, ৫১৬১০, ৫১৬৭৩, ৫১৭৩৭, ৫১৮০০, ৫১৮৬৪, ৫১৯২৭, ৫১৯৯১, ৫২০৫৪, ৫২১১৮, ৫২১৮১, ৫২২৪৫, ৫২৩০৮, ৫২৩৭২, ৫২৪৩৫, ৫২৪৯৯, ৫২৫৬২, ৫২৬২৬, ৫২৬৮৯, ৫২৭৫৩, ৫২৮১৬, ৫২৮৮০, ৫২৯৪৩, ৫৩০০৭, ৫৩০৭০ <box>72 1660 748 1767</box>
note-paragraph-1: মৌখিক পরীক্ষার ইন্টারভিউ কার্ড ইতোমধ্যে প্রার্থীদের বরাবরে প্রেরণ করা হয়েছে। ইন্টারভিউ কার্ড না পেলে প্রার্থীদের স্ব-স্ব পরীক্ষার দিনে পরীক্ষা অন্তত: ০১(এক) ঘণ্টা পূর্বে ০১(এক)কপি সত্যায়িত ছবিসহ বাংলাদেশ ব্যাংকের প্রধান ভবনের ৬ষ্ঠ-তলাস্থ হিউম্যান রিসোর্সেস ডিপার্টমেন্ট এর রিক্রুটমেন্ট এন্ড আউটসোর্সিং উইং-এ যোগাযোগ করে ডুপ্লিকেট কার্ড সংগ্রহের পরামর্শ দেয়া যাচ্ছে। উল্লেখ্য, পরবর্তীতে কোন প্রার্থীর বিজ্ঞাপনে উল্লেখিত আবশ্যকীয় শর্তের ঘাটতি দেখা গেলে মৌখিক পরীক্ষার পূর্বে বা পরে যে কোন পর্যায়ে উক্ত প্রার্থীর প্রার্থীতা বাতিল বলে গণ্য হবে। <box>855 1126 1588 1222</box>
interview-time: বিকাল ৪টা <box>1523 949 1568 962</box>
tender-item-no: 12. <box>1252 2073 1270 2087</box>
interview-schedule <box>756 1378 830 1405</box>
tender-item-heading: Name & address of the office(s) selling tender documents: <box>1278 1842 1584 1873</box>
table-row <box>72 694 830 801</box>
roll-numbers: ৬৬৭২৩, ৬৬৭৮৬, ৬৬৮৫০, ৬৬৯১৩, ৬৬৯৭৭, ৬৭০৪০, ৬৭১০৪, ৬৭১৬৭, ৬৭২৩১, ৬৭২৯৪, ৬৭৩৫৮, ৬৭৪২১, ৬৭৪৮৫, ৬৭৫৪৮, ৬৭৬১২, ৬৭৬৭৫, ৬৭৭৩৯, ৬৭৮০২, ৬৭৮৬৬, ৬৭৯২৯, ৬৭৯৯৩, ৬৮০৫৬, ৬৮১২০, ৬৮১৮৩, ৬৮২৪৭, ৬৮৩১০, ৬৮৩৭৪, ৬৮৪৩৭, ৬৮৫০১, ৬৮৫৬৪, ৬৮৬২৮, ৬৮৬৯১, ৬৮৭৫৫, ৬৮৮১৮, ৬৮৮৮২, ৬৮৯৪৫, ৬৯০০৯, ৬৯০৭২, ৬৯১৩৬, ৬৯১৯৯, ৬৯২৬৩, ৬৯৩২৬, ৬৯৩৯০, ৬৯৪৫৩, ৬৯৫১৭, ৬৯৫৮০, ৬৯৬৪৪, ৬৯৭০৭, ৬৯৭৭১, ৬৯৮৩৪, ৬৯৮৯৮, ৬৯৯৬১ <box>901 119 1501 229</box>
tender-item-label: Last date & time for selling of tender documents <box>872 1902 959 1936</box>
roll-numbers: ৭০০২৫, ৭০০৮৮, ৭০১৫২, ৭০২১৫, ৭০২৭৯, ৭০৩৪২, ৭০৪০৬, ৭০৪৬৯, ৭০৫৩৩, ৭০৫৯৬, ৭০৬৬০, ৭০৭২৩, ৭০৭৮৭, ৭০৮৫০, ৭০৯১৪, ৭০৯৭৭, ৭১০৪১, ৭১১০৪, ৭১১৬৮, ৭১২৩১, ৭১২৯৫, ৭১৩৫৮, ৭১৪২২, ৭১৪৮৫, ৭১৫৪৯, ৭১৬১২, ৭১৬৭৬, ৭১৭৩৯, ৭১৮০৩, ৭১৮৬৬, ৭১৯৩০, ৭১৯৯৩, ৭২০৫৭, ৭২১২০, ৭২১৮৪, ৭২২৪৭, ৭২৩১১, ৭২৩৭৪, ৭২৪৩৮, ৭২৫০১, ৭২৫৬৫, ৭২৬২৮, ৭২৬৯২, ৭২৭৫৫, ৭২৮১৯ <box>901 230 1501 339</box>
tender-item-value: (a) Office of the Controller of Accounts, BCIC Head Office, 30-31, Dilkusha C/A, Dhaka, (b) BCIC Branch Office, 6, Agrabad C/A, Chittagong, (c) Accounts Deptt Chhatak Cement Co Ltd, Chhatak, Sunamganj. <box>1278 1859 1584 1941</box>
tender-item-label: Special instructions <box>872 2007 958 2018</box>
interview-date: ০৪/১২/২০০৮ <box>1515 935 1576 948</box>
interview-schedule <box>756 733 830 761</box>
interview-time: বিকাল ৪টা <box>771 639 816 652</box>
tender-item <box>1252 1999 1584 2033</box>
memo-date: তারিখ : ২৮/১০/২০০৮ <box>673 247 816 264</box>
tender-item-label: Source of fund <box>872 1632 937 1643</box>
tender-item-value: (a) CCCL/PUR/A/16/RT/08-09 Dt 27-10-08. <box>1278 1589 1584 1620</box>
interview-date: ০৩/১২/২০০৮ <box>1515 825 1576 838</box>
recruitment-continuation <box>852 100 1585 1116</box>
table-row <box>72 1123 830 1231</box>
interview-date: ২৪/১১/২০০৮ <box>763 2130 824 2143</box>
signatory-title: মহাব্যবস্থাপক, এইচআরডি <box>1376 1432 1509 1447</box>
tender-item-no: 10. <box>851 1864 865 1875</box>
interview-date: ৩০/১১/২০০৮ <box>1515 493 1576 506</box>
page-header <box>54 51 1592 85</box>
tender-item-text <box>1278 1999 1584 2033</box>
committee-title: ব্যাংকার্স রিক্রুটমেন্ট কমিটি <box>347 133 555 157</box>
interview-time: বিকাল ৪টা <box>1523 617 1568 630</box>
tender-item <box>1252 1804 1584 1838</box>
tender-item-text <box>1278 1624 1584 1658</box>
tender-item <box>851 1605 1203 1628</box>
tender-item-heading: Special instructions: <box>1278 2110 1414 2124</box>
tender-item-label: Amount of tender security (earnest money) <box>872 1775 982 1798</box>
interview-date: ২০/১১/২০০৮ <box>763 1915 824 1928</box>
interview-date: ১২/১১/২০০৮ <box>763 1271 824 1283</box>
interview-time: বিকাল ৪টা <box>1523 727 1568 740</box>
tender-item-text <box>1278 1841 1584 1942</box>
interview-date: ১৬/১১/২০০৮ <box>763 1485 824 1498</box>
tender-item-no: 08. <box>851 1775 865 1786</box>
bcic-logo-icon <box>1263 1486 1302 1525</box>
tender-item <box>851 1775 1203 1798</box>
roll-numbers: ৫৬৯৪৪, ৫৭০০৭, ৫৭০৭১, ৫৭১৩৪, ৫৭১৯৮, ৫৭২৬১, ৫৭৩২৫, ৫৭৩৮৮, ৫৭৪৫২, ৫৭৫১৫, ৫৭৫৭৯, ৫৭৬৪২, ৫৭৭০৬, ৫৭৭৬৯, ৫৭৮৩৩, ৫৭৮৯৬, ৫৭৯৬০, ৫৮০২৩, ৫৮০৮৭, ৫৮১৫০, ৫৮২১৪, ৫৮২৭৭, ৫৮৩৪১, ৫৮৪০৪, ৫৮৪৬৮, ৫৮৫৩১, ৫৮৫৯৫, ৫৮৬৫৮, ৫৮৭২২, ৫৮৭৮৫, ৫৮৮৪৯, ৫৮৯১২, ৫৮৯৭৬, ৫৯০৩৯, ৫৯১০৩, ৫৯১৬৬, ৫৯২৩০, ৫৯২৯৩, ৫৯৩৫৭, ৫৯৪২০, ৫৯৪৮৪, ৫৯৫৪৭, ৫৯৬১১, ৫৯৬৭৪, ৫৯৭৩৮, ৫৯৮০১, ৫৯৮৬৫, ৫৯৯২৮, ৫৯৯৯২, ৬০০৫৫, ৬০১১৯, ৬০১৮২, ৬০২৪৬, ৬০৩০৯, ৬০৩৭৩ <box>72 1875 748 1982</box>
tender-item-text <box>1278 2072 1584 2106</box>
tender-item-value: 24-11-08 at 3-00pm. <box>1278 2037 1584 2068</box>
tender-item-separator: : <box>988 1775 991 1786</box>
interview-schedule <box>756 1163 830 1190</box>
recruitment-notes <box>855 1123 1588 1304</box>
interview-date: ১৮/১১/২০০৮ <box>763 1700 824 1713</box>
interview-time: বিকাল ৪টা <box>771 747 816 760</box>
roll-numbers: ০৮৩০১, ০৮৩৬৮, ০৮৪৩০, ০৮৪৯৫, ০৮৫৫৭, ০৮৬২১, ০৮৬৮৩, ০৮৭৪৯, ০৮৮১২, ০৮৮৭৪, ০৮৯৩৮, ০৯০০১, ০৯০৬৬, ০৯১২৭, ০৯১৯২, ০৯২৫৫, ০৯৩১৯, ০৯৩৮২, ০৯৪৪৬, ০৯৫০৯, ০৯৫৭৩, ০৯৬৩৬, ০৯৭০০, ০৯৭৬৩, ০৯৮২৭, ০৯৮৯০, ০৯৯৫৪, ১০০১৭, ১০০৮১, ১০১৪৪, ১০২০৮, ১০২৭১, ১০৩৩৫, ১০৩৯৮, ১০৪৬২, ১০৫২৫, ১০৫৮৯, ১০৬৫২, ১০৭১৬, ১০৭৭৯, ১০৮৪৩, ১০৯০৬, ১০৯৭০, ১১০৩৩, ১১০৯৭, ১১১৬০, ১১২২৪, ১১২৮৭, ১১৩৫১, ১১৪১৪, ১১৪৭৮, ১১৫৪১, ১১৬০৫, ১১৬৬৮, ১১৭৩২, ১১৭৯৫, ১১৮৫৯, ১১৯২২, ১১৯৮৬, ১২০৪৯, ১২১১৩, ১২১৭৬, ১২২৪০, ১২৩০৩, ১২৩৬৭, ১২৪৩০ <box>72 586 748 693</box>
table-row <box>901 230 1582 340</box>
tender-item <box>1252 1624 1584 1658</box>
tender-item-no: 05. <box>1252 1699 1270 1713</box>
tender-item-separator: : <box>988 1648 991 1659</box>
interview-date: ১৯/১১/২০০৮ <box>763 1808 824 1821</box>
interview-date: ১১/১১/২০০৮ <box>763 1163 824 1176</box>
interview-date: ০৯/১১/২০০৮ <box>763 948 824 961</box>
interview-schedule <box>756 626 830 653</box>
tender1-signer-title: Asstt. Manager (Pur.) <box>1057 2162 1167 2175</box>
tender-item <box>851 1578 1203 1601</box>
tender1-gd: GD-5011 <box>849 2184 898 2197</box>
table-row <box>72 479 830 587</box>
tender-item-value: Following documents must be submitted along with the offer: Attested photocopy of a) Trade licence b) TIN certificate c) VAT registration certificate. <box>1278 1699 1584 1764</box>
table-header <box>72 344 830 370</box>
interview-schedule <box>1508 1046 1582 1073</box>
tender-item <box>1252 1661 1584 1695</box>
roll-numbers: ৬০৪৩৬, ৬০৫০০, ৬০৫৬৩, ৬০৬২৭, ৬০৬৯০, ৬০৭৫৪, ৬০৮১৭, ৬০৮৮১, ৬০৯৪৪, ৬১০০৮, ৬১০৭১, ৬১১৩৫, ৬১১৯৮, ৬১২৬২, ৬১৩২৫, ৬১৩৮৯, ৬১৪৫২, ৬১৫১৬, ৬১৫৭৯, ৬১৬৪৩, ৬১৭০৬, ৬১৭৭০, ৬১৮৩৩, ৬১৮৯৭, ৬১৯৬০, ৬২০২৪, ৬২০৮৭, ৬২১৫১, ৬২২১৪, ৬২২৭৮, ৬২৩৪১, ৬২৪০৫, ৬২৪৬৮, ৬২৫৩২, ৬২৫৯৫, ৬২৬৫৯, ৬২৭২২, ৬২৭৮৬, ৬২৮৪৯, ৬২৯১৩, ৬২৯৭৬, ৬৩০৪০, ৬৩১০৩, ৬৩১৬৭, ৬৩২৩০, ৬৩২৯৪, ৬৩৩৫৭, ৬৩৪২১, ৬৩৪৮৪, ৬৩৫৪৮, ৬৩৬১১, ৬৩৬৭৫, ৬৩৭৩৮, ৬৩৮০২, ৬৩৮৬৫ <box>72 1982 748 2089</box>
tender-item-separator: : <box>988 1902 991 1913</box>
tender-item-separator: : <box>988 1632 991 1643</box>
bank-address: মতিঝিল, ঢাকা-১০০০ <box>397 222 505 236</box>
interview-time: বিকাল ৪টা <box>1523 507 1568 519</box>
roll-numbers: ৭৫৬৭৬, ৭৫৭৪০, ৭৫৮০৩, ৭৫৮৬৭, ৭৫৯৩০, ৭৫৯৯৪, ৭৬০৫৭, ৭৬১২১, ৭৬১৮৪, ৭৬২৪৮, ৭৬৩১১, ৭৬৩৭৫, ৭৬৪৩৮, ৭৬৫০২, ৭৬৫৬৫, ৭৬৬২৯, ৭৬৬৯২, ৭৬৭৫৬, ৭৬৮১৯, ৭৬৮৮৩, ৭৬৯৪৬, ৭৭০১০, ৭৭০৭৩, ৭৭১৩৭, ৭৭২০০, ৭৭২৬৪, ৭৭৩২৭, ৭৭৩৯১, ৭৭৪৫৪, ৭৭৫১৮, ৭৭৫৮১, ৭৭৬৪৫, ৭৭৭০৮, ৭৭৭৭২, ৭৭৮৩৫, ৭৭৮৯৯, ৭৭৯৬২, ৭৮০২৬, ৭৮০৮৯, ৭৮১৫৩, ৭৮২১৬, ৭৮২৮০, ৭৮৩৪৩ <box>901 451 1501 561</box>
tender-item-no: 01. <box>1252 1552 1270 1567</box>
roll-number-table-continued <box>900 119 1584 1116</box>
table-row <box>72 2089 830 2197</box>
tender-item-heading: Time for completion of jobs: <box>1278 1662 1464 1676</box>
table-row <box>72 1982 830 2090</box>
